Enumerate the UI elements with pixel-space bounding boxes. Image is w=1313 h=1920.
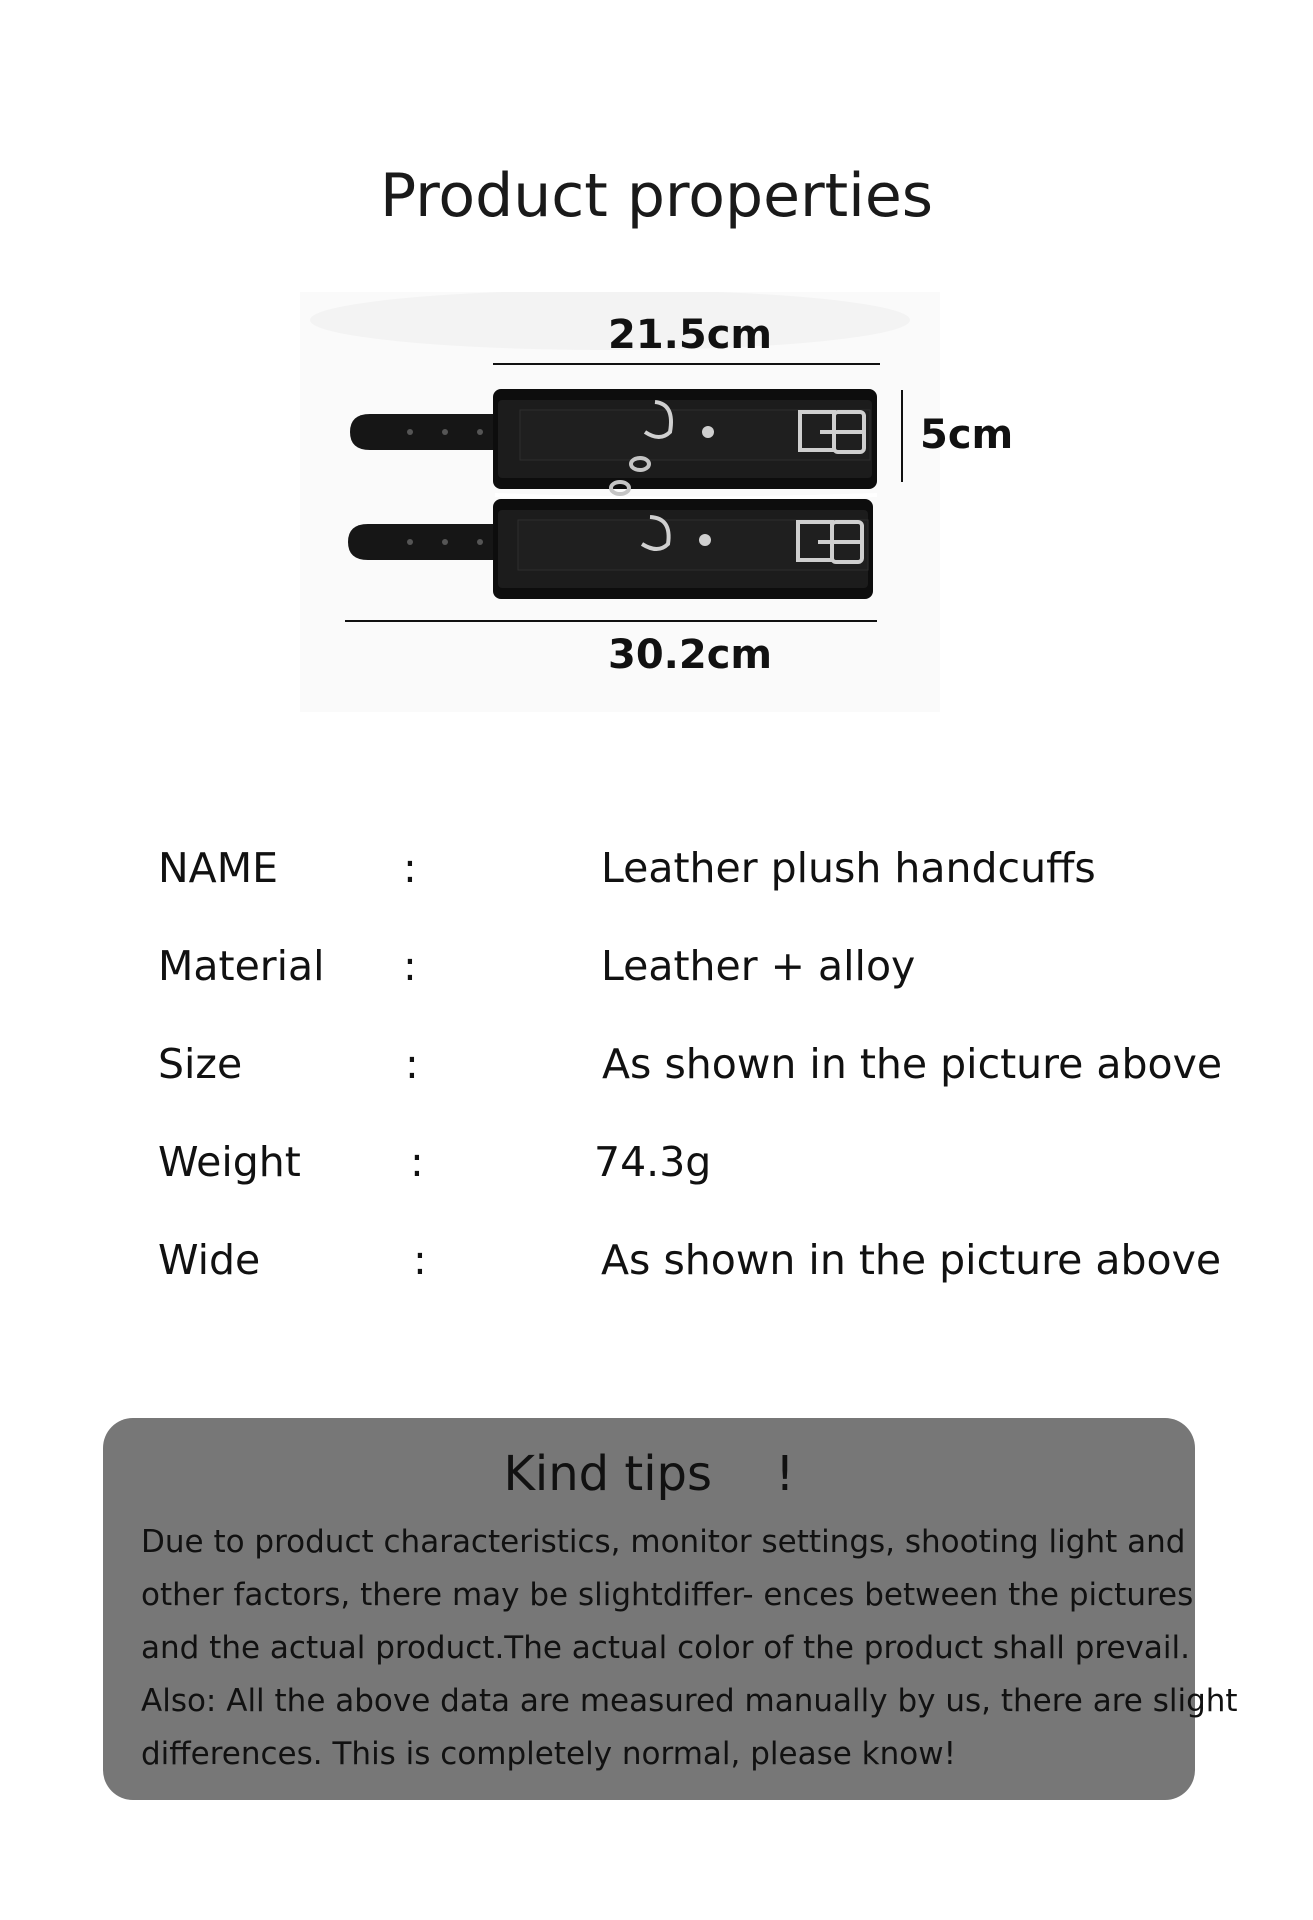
- property-row-name: [0, 838, 1313, 898]
- property-row-wide: [0, 1230, 1313, 1290]
- tips-line: differences. This is completely normal, please know!: [141, 1736, 957, 1772]
- property-separator: :: [403, 942, 417, 990]
- property-separator: :: [410, 1138, 424, 1186]
- height-label: 5cm: [920, 412, 1014, 458]
- kind-tips-title: Kind tips !: [503, 1446, 795, 1502]
- product-photo: [300, 292, 1014, 712]
- top-length-label: 21.5cm: [608, 312, 773, 358]
- property-value: As shown in the picture above: [602, 1040, 1223, 1088]
- property-value: Leather + alloy: [601, 942, 916, 990]
- property-separator: :: [403, 844, 417, 892]
- tips-line: Also: All the above data are measured manually by us, there are slight: [141, 1683, 1238, 1719]
- property-label: Weight: [158, 1138, 301, 1186]
- lower-cuff: [348, 499, 873, 599]
- kind-tips-body: [141, 1516, 1238, 1781]
- property-label: Size: [158, 1040, 243, 1088]
- total-length-label: 30.2cm: [608, 632, 773, 678]
- property-label: Material: [158, 942, 325, 990]
- property-separator: :: [405, 1040, 419, 1088]
- tips-line: Due to product characteristics, monitor settings, shooting light and: [141, 1524, 1186, 1560]
- property-row-material: [0, 936, 1313, 996]
- kind-tips-box: [103, 1418, 1238, 1800]
- page-title: Product properties: [379, 161, 934, 231]
- property-label: Wide: [158, 1236, 261, 1284]
- tips-line: and the actual product.The actual color of the product shall prevail.: [141, 1630, 1190, 1666]
- property-row-size: [0, 1034, 1313, 1094]
- property-value: 74.3g: [594, 1138, 712, 1186]
- property-separator: :: [413, 1236, 427, 1284]
- property-row-weight: [0, 1132, 1313, 1192]
- property-label: NAME: [158, 844, 278, 892]
- property-value: As shown in the picture above: [601, 1236, 1222, 1284]
- tips-line: other factors, there may be slightdiffer- ences between the pictures: [141, 1577, 1194, 1613]
- property-value: Leather plush handcuffs: [601, 844, 1096, 892]
